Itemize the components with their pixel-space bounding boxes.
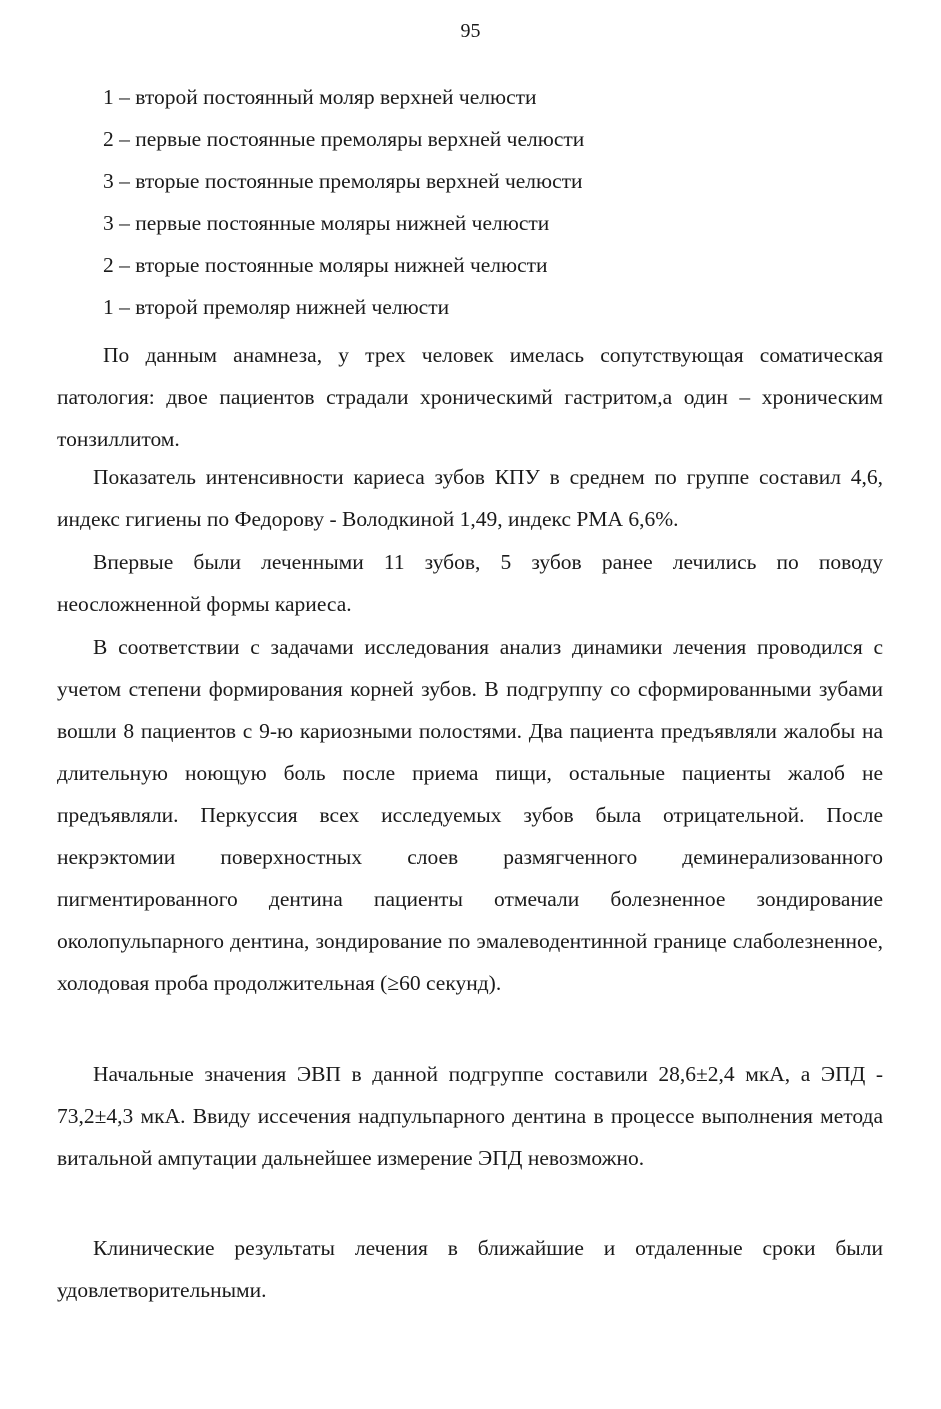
page-number: 95 [460,20,481,42]
paragraph-evp-values: Начальные значения ЭВП в данной подгруппе составили 28,6±2,4 мкА, а ЭПД - 73,2±4,3 мкА. Ввиду иссечения надпульпарного дентина в процессе выполнения метода витальной ампутации дальнейшее измерение ЭПД невозможно. [57,1062,883,1170]
paragraph-anamnesis: По данным анамнеза, у трех человек имелась сопутствующая соматическая патология: двое пациентов страдали хроническимй гастритом,а один – хроническим тонзиллитом. [57,343,883,451]
list-item: 3 – первые постоянные моляры нижней челюсти [103,211,550,235]
paragraph-caries-index: Показатель интенсивности кариеса зубов КПУ в среднем по группе составил 4,6, индекс гигиены по Федорову - Володкиной 1,49, индекс РМА 6,6%. [57,465,883,531]
list-item: 2 – вторые постоянные моляры нижней челюсти [103,253,548,277]
list-item: 1 – второй премоляр нижней челюсти [103,295,450,319]
paragraph-treatment-dynamics: В соответствии с задачами исследования анализ динамики лечения проводился с учетом степени формирования корней зубов. В подгруппу со сформированными зубами вошли 8 пациентов с 9-ю кариозными полостями. Два пациента предъявляли жалобы на длительную ноющую боль после приема пищи, остальные пациенты жалоб не предъявляли. Перкуссия всех исследуемых зубов была отрицательной. После некрэктомии поверхностных слоев размягченного деминерализованного пигментированного дентина пациенты отмечали болезненное зондирование околопульпарного дентина, зондирование по эмалеводентинной границе слаболезненное, холодовая проба продолжительная (≥60 секунд). [57,635,883,995]
tooth-list [103,80,584,332]
list-item: 3 – вторые постоянные премоляры верхней челюсти [103,169,583,193]
list-item: 2 – первые постоянные премоляры верхней челюсти [103,127,585,151]
list-item: 1 – второй постоянный моляр верхней челюсти [103,85,537,109]
paragraph-treated-teeth: Впервые были леченными 11 зубов, 5 зубов ранее лечились по поводу неосложненной формы кариеса. [57,550,883,616]
paragraph-clinical-results: Клинические результаты лечения в ближайшие и отдаленные сроки были удовлетворительными. [57,1236,883,1302]
